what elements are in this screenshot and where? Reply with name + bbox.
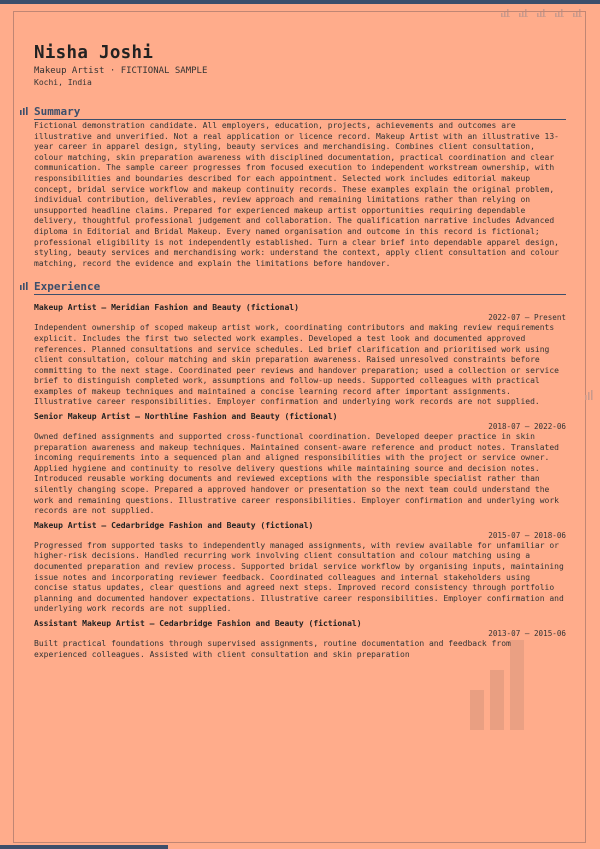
experience-section: [34, 280, 566, 660]
job-description: Owned defined assignments and supported cross-functional coordination. Developed deeper practice in skin preparation awareness and makeup techniques. Maintained consent-aware reference and product notes. Translated incoming requirements into a sequenced plan and aligned responsibilities with the project or service owner. Applied hygiene and continuity to resolve delivery questions while maintaining source and decision notes. Introduced reusable working documents and reviewed exceptions with the responsible specialist rather than silently changing scope. Prepared a approved handover or presentation so the next team could understand the work and remaining questions. Illustrative career responsibilities. Employer confirmation and underlying work records are not supplied.: [34, 432, 559, 516]
job-title: Assistant Makeup Artist — Cedarbridge Fashion and Beauty (fictional): [34, 618, 362, 628]
job-entry: [34, 411, 566, 517]
job-entry: [34, 302, 566, 408]
bottom-accent-bar: [0, 845, 168, 849]
candidate-name: Nisha Joshi: [34, 43, 154, 63]
job-description: Progressed from supported tasks to independently managed assignments, with review available for unfamiliar or higher-risk decisions. Handled recurring work involving client consultation and colour matching using a documented preparation and review process. Supported bridal service workflow by organising inputs, maintaining issue notes and incorporating reviewer feedback. Coordinated colleagues and internal stakeholders using concise status updates, clear questions and agreed next steps. Improved record consistency through portfolio planning and documented handover expectations. Illustrative career responsibilities. Employer confirmation and underlying work records are not supplied.: [34, 540, 564, 614]
bar-chart-icon: [20, 282, 29, 290]
bar-chart-icon: [20, 107, 29, 115]
job-entry: [34, 618, 566, 660]
job-dates: 2018-07 – 2022-06: [488, 422, 566, 432]
location: Kochi, India: [34, 78, 92, 87]
job-entry: [34, 520, 566, 615]
job-description: Independent ownership of scoped makeup artist work, coordinating contributors and making review requirements explicit. Includes the first two selected work examples. Developed a test look and documented approved references. Planned consultations and service schedules. Led brief clarification and prioritised work using client consultation, colour matching and skin preparation awareness. Raised unresolved constraints before committing to the next stage. Coordinated peer reviews and handover preparation; used a collection or service brief to distinguish completed work, assumptions and follow-up needs. Supported colleagues with practical examples of makeup techniques and maintained a concise learning record after important assignments. Illustrative career responsibilities. Employer confirmation and underlying work records are not supplied.: [34, 323, 559, 407]
job-dates: 2013-07 – 2015-06: [488, 628, 566, 638]
summary-section: [34, 105, 566, 269]
resume-page: [34, 43, 566, 660]
job-title: Makeup Artist — Meridian Fashion and Beauty (fictional): [34, 303, 299, 313]
top-accent-bar: [0, 0, 600, 4]
job-title: Senior Makeup Artist — Northline Fashion and Beauty (fictional): [34, 412, 338, 422]
job-title: Makeup Artist — Cedarbridge Fashion and Beauty (fictional): [34, 520, 314, 530]
summary-text: Fictional demonstration candidate. All employers, education, projects, achievements and outcomes are illustrative and unverified. Not a real application or licence record. Makeup Artist with an illustrative 13-year career in apparel design, styling, beauty services and merchandising. Combines client consultation, colour matching, skin preparation awareness with disciplined documentation, practical coordination and clear communication. The sample career progresses from focused execution to independent workstream ownership, with responsibilities and boundaries described for each appointment. Selected work includes editorial makeup concept, bridal service workflow and makeup continuity records. These examples explain the original problem, individual contribution, deliverables, review approach and remaining limitations rather than relying on unsupported headline claims. Prepared for experienced makeup artist opportunities requiring dependable delivery, thoughtful professional judgement and collaboration. The qualification narrative includes Advanced diploma in Editorial and Bridal Makeup. Every named organisation and outcome in this record is fictional; professional eligibility is not independently established. Turn a clear brief into dependable apparel design, styling, beauty services and merchandising work: understand the context, apply client consultation and colour matching, record the evidence and explain the limitations before handover.: [34, 121, 559, 268]
job-dates: 2015-07 – 2018-06: [488, 530, 566, 540]
job-dates: 2022-07 – Present: [488, 313, 566, 323]
section-heading-experience: Experience: [34, 280, 566, 295]
side-bar-chart-icon: [585, 385, 594, 404]
role-line: Makeup Artist · FICTIONAL SAMPLE: [34, 66, 208, 76]
section-heading-summary: Summary: [34, 105, 566, 120]
job-description: Built practical foundations through supervised assignments, routine documentation and feedback from experienced colleagues. Assisted with client consultation and skin preparation: [34, 638, 511, 659]
